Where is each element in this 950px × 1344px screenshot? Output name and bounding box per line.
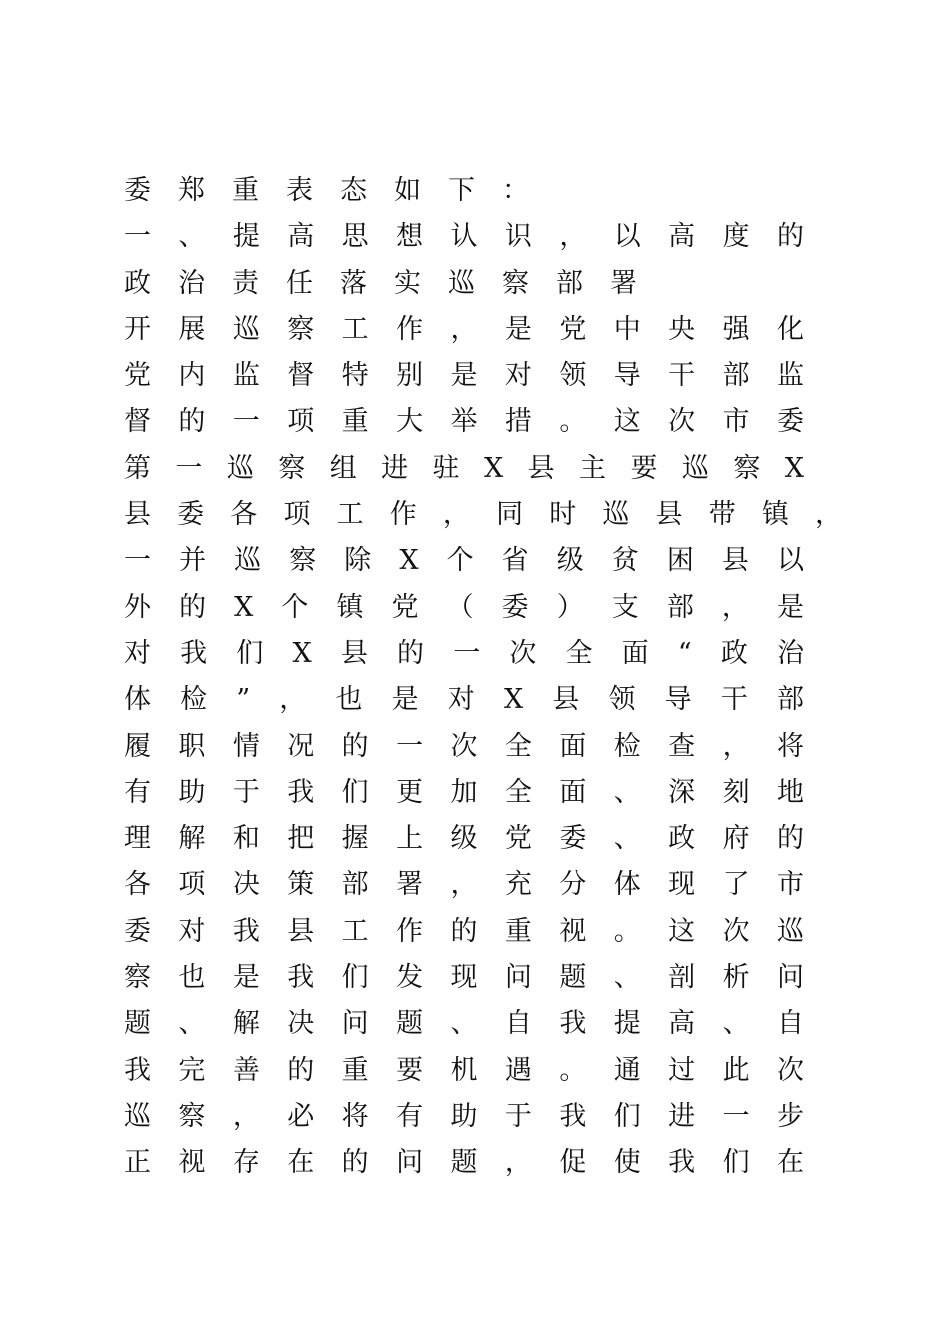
text-line: 理解和把握上级党委、政府的	[124, 823, 804, 855]
text-line: 外的X个镇党（委）支部，是	[124, 591, 804, 623]
text-line: 履职情况的一次全面检查，将	[124, 730, 804, 762]
text-line: 一并巡察除X个省级贫困县以	[124, 545, 804, 577]
text-line: 督的一项重大举措。这次市委	[124, 406, 804, 438]
text-line: 委对我县工作的重视。这次巡	[124, 915, 804, 947]
text-line: 一、提高思想认识，以高度的	[124, 221, 804, 253]
text-line: 我完善的重要机遇。通过此次	[124, 1054, 804, 1086]
text-line: 察也是我们发现问题、剖析问	[124, 962, 804, 994]
text-line: 体检”，也是对X县领导干部	[124, 684, 804, 716]
text-line: 开展巡察工作，是党中央强化	[124, 313, 804, 345]
text-line: 党内监督特别是对领导干部监	[124, 360, 804, 392]
text-line: 有助于我们更加全面、深刻地	[124, 776, 804, 808]
text-line: 题、解决问题、自我提高、自	[124, 1008, 804, 1040]
text-line: 各项决策部署，充分体现了市	[124, 869, 804, 901]
text-line: 巡察，必将有助于我们进一步	[124, 1100, 804, 1132]
body-text	[124, 168, 842, 1187]
text-line: 县委各项工作，同时巡县带镇，	[124, 499, 842, 531]
text-line: 委郑重表态如下：	[124, 175, 556, 206]
text-line: 对我们X县的一次全面“政治	[124, 637, 804, 669]
text-line: 正视存在的问题，促使我们在	[124, 1147, 804, 1179]
text-line: 第一巡察组进驻X县主要巡察X	[124, 452, 804, 484]
text-line: 政治责任落实巡察部署	[124, 267, 664, 299]
